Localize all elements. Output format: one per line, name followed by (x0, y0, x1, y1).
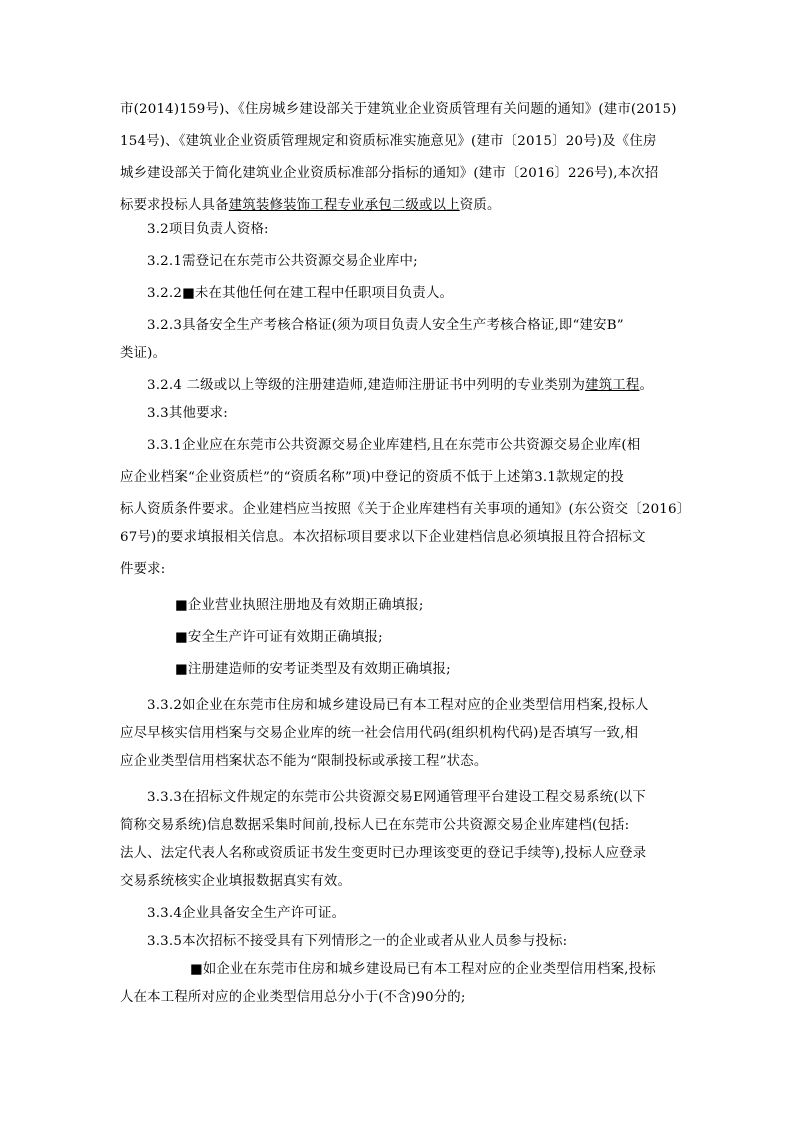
paragraph-line: 3.3.1企业应在东莞市公共资源交易企业库建档,且在东莞市公共资源交易企业库(相 (147, 438, 641, 453)
paragraph-line: 3.3.3在招标文件规定的东莞市公共资源交易E网通管理平台建设工程交易系统(以下 (147, 790, 646, 805)
paragraph-line: 交易系统核实企业填报数据真实有效。 (120, 874, 352, 889)
list-item: ■注册建造师的安考证类型及有效期正确填报; (175, 662, 451, 677)
paragraph-line: 件要求: (120, 562, 166, 577)
paragraph-line (147, 378, 653, 394)
paragraph-line: 应企业档案“企业资质栏”的“资质名称”项)中登记的资质不低于上述第3.1款规定的投 (120, 470, 624, 485)
paragraph-line: 类证)。 (120, 346, 167, 361)
section-heading: 3.3其他要求: (147, 406, 228, 421)
text-span: 3.2.4 二级或以上等级的注册建造师,建造师注册证书中列明的专业类别为 (147, 378, 586, 393)
paragraph-line: 法人、法定代表人名称或资质证书发生变更时已办理该变更的登记手续等),投标人应登录 (120, 846, 647, 861)
section-heading: 3.2项目负责人资格: (147, 222, 269, 237)
paragraph-line: 标人资质条件要求。企业建档应当按照《关于企业库建档有关事项的通知》(东公资交〔2016〕 (120, 502, 691, 517)
paragraph-line: 67号)的要求填报相关信息。本次招标项目要求以下企业建档信息必须填报且符合招标文 (120, 530, 646, 545)
text-span: 标要求投标人具备 (120, 198, 229, 213)
paragraph-line: 人在本工程所对应的企业类型信用总分小于(不含)90分的; (120, 990, 466, 1005)
paragraph-line: 3.3.2如企业在东莞市住房和城乡建设局已有本工程对应的企业类型信用档案,投标人 (147, 698, 649, 713)
paragraph-line: 3.2.3具备安全生产考核合格证(须为项目负责人安全生产考核合格证,即“建安B” (147, 318, 624, 333)
text-span: 资质。 (459, 198, 501, 213)
paragraph-line: 3.2.2■未在其他任何在建工程中任职项目负责人。 (147, 286, 454, 301)
list-item: ■安全生产许可证有效期正确填报; (175, 630, 383, 645)
underlined-category: 建筑工程 (585, 378, 640, 393)
text-span: 。 (639, 378, 654, 393)
paragraph-line: 应尽早核实信用档案与交易企业库的统一社会信用代码(组织机构代码)是否填写一致,相 (120, 726, 639, 741)
paragraph-line: 3.3.5本次招标不接受具有下列情形之一的企业或者从业人员参与投标: (147, 934, 568, 949)
list-item: ■企业营业执照注册地及有效期正确填报; (175, 598, 424, 613)
paragraph-line: 城乡建设部关于简化建筑业企业资质标准部分指标的通知》(建市〔2016〕226号),本次招 (120, 166, 659, 181)
paragraph-line: 应企业类型信用档案状态不能为“限制投标或承接工程”状态。 (120, 754, 488, 769)
list-item: ■如企业在东莞市住房和城乡建设局已有本工程对应的企业类型信用档案,投标 (190, 962, 656, 977)
paragraph-line: 市(2014)159号)、《住房城乡建设部关于建筑业企业资质管理有关问题的通知》(建市(2015) (120, 102, 677, 117)
paragraph-line: 154号)、《建筑业企业资质管理规定和资质标准实施意见》(建市〔2015〕20号)及《住房 (120, 134, 657, 149)
paragraph-line (120, 198, 501, 214)
paragraph-line: 3.3.4企业具备安全生产许可证。 (147, 906, 346, 921)
underlined-qualification: 建筑装修装饰工程专业承包二级或以上 (228, 198, 460, 213)
paragraph-line: 3.2.1需登记在东莞市公共资源交易企业库中; (147, 254, 418, 269)
paragraph-line: 简称交易系统)信息数据采集时间前,投标人已在东莞市公共资源交易企业库建档(包括: (120, 818, 630, 833)
